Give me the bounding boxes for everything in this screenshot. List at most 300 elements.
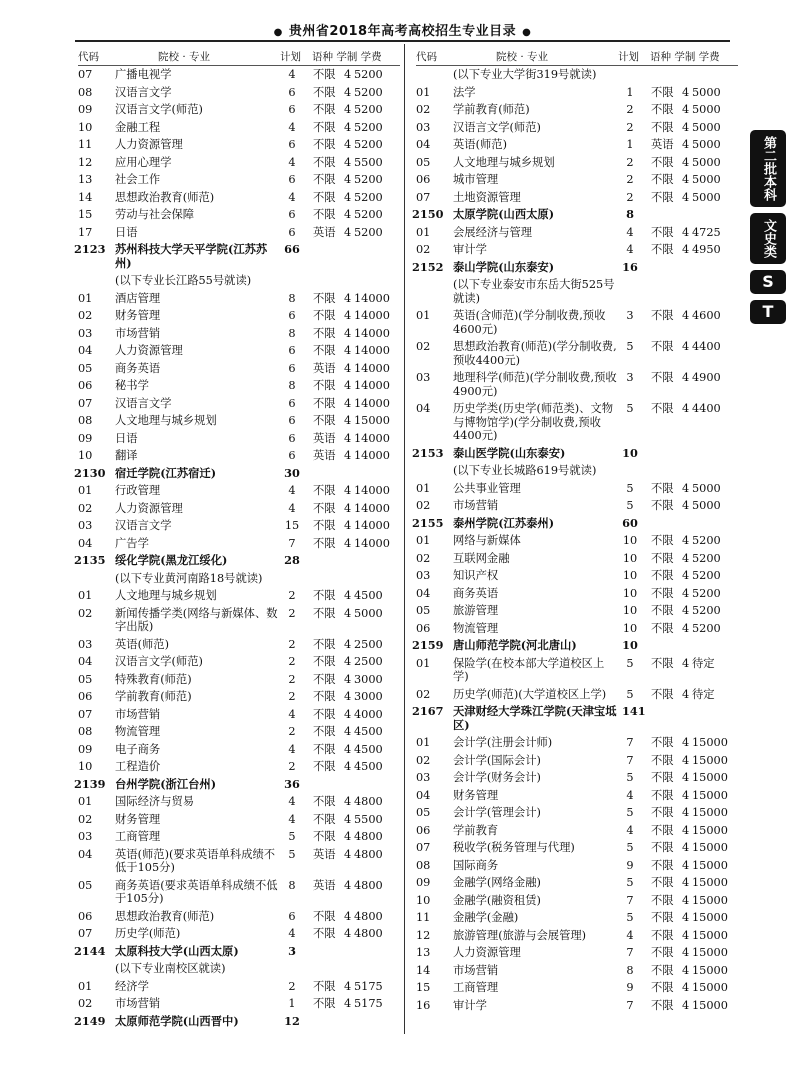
major-row xyxy=(78,500,400,518)
name-cell: 人力资源管理 xyxy=(453,946,521,959)
language-cell: 不限 xyxy=(313,672,336,686)
fee-cell: 4800 xyxy=(354,830,383,843)
major-row xyxy=(416,307,738,338)
code-cell: 01 xyxy=(78,291,93,305)
plan-cell: 10 xyxy=(622,621,638,635)
years-cell: 4 xyxy=(682,155,690,169)
major-row xyxy=(416,84,738,102)
fee-cell: 5000 xyxy=(692,120,721,134)
name-cell: (以下专业泰安市东岳大街525号就读) xyxy=(453,278,615,305)
code-cell: 09 xyxy=(78,431,93,445)
major-row xyxy=(78,605,400,636)
plan-cell: 5 xyxy=(626,340,634,353)
name-cell: 历史学(师范)(大学道校区上学) xyxy=(453,687,607,701)
name-cell: 英语(师范) xyxy=(115,637,170,651)
years-cell: 4 xyxy=(344,361,352,375)
code-cell: 2150 xyxy=(412,207,444,221)
major-row xyxy=(416,400,738,445)
plan-cell: 6 xyxy=(288,85,296,99)
plan-cell: 4 xyxy=(288,707,296,721)
major-row xyxy=(78,587,400,605)
code-cell: 03 xyxy=(416,120,431,134)
header-school: 院校 · 专业 xyxy=(158,51,211,63)
major-row xyxy=(416,567,738,585)
years-cell: 4 xyxy=(682,656,690,670)
plan-cell: 10 xyxy=(622,445,638,460)
language-cell: 不限 xyxy=(313,725,336,738)
plan-cell: 9 xyxy=(626,858,634,872)
left-column xyxy=(74,50,400,1030)
code-cell: 09 xyxy=(78,742,93,756)
fee-cell: 5000 xyxy=(692,190,721,204)
language-cell: 不限 xyxy=(651,841,674,854)
years-cell: 4 xyxy=(682,946,690,959)
name-cell: (以下专业南校区就读) xyxy=(115,962,226,975)
major-row xyxy=(78,811,400,829)
language-cell: 不限 xyxy=(313,655,336,668)
name-cell: 宿迁学院(江苏宿迁) xyxy=(115,465,217,480)
plan-cell: 2 xyxy=(288,637,296,651)
language-cell: 英语 xyxy=(313,361,336,375)
years-cell: 4 xyxy=(682,309,690,322)
name-cell: 金融工程 xyxy=(115,120,161,134)
years-cell: 4 xyxy=(682,120,690,134)
plan-cell: 3 xyxy=(626,309,634,322)
fee-cell: 15000 xyxy=(692,736,728,749)
campus-note-row xyxy=(78,272,400,290)
language-cell: 不限 xyxy=(651,225,674,239)
years-cell: 4 xyxy=(682,103,690,116)
code-cell: 10 xyxy=(78,760,93,773)
language-cell: 不限 xyxy=(313,927,336,940)
plan-cell: 15 xyxy=(284,519,300,532)
fee-cell: 14000 xyxy=(354,536,390,550)
years-cell: 4 xyxy=(344,208,352,221)
name-cell: 工商管理 xyxy=(115,830,161,843)
language-cell: 不限 xyxy=(313,812,336,826)
plan-cell: 12 xyxy=(284,1013,300,1028)
language-cell: 英语 xyxy=(313,449,336,462)
plan-cell: 6 xyxy=(288,103,296,116)
language-cell: 不限 xyxy=(313,690,336,703)
language-cell: 不限 xyxy=(313,536,336,550)
plan-cell: 2 xyxy=(288,672,296,686)
plan-cell: 5 xyxy=(626,841,634,854)
fee-cell: 4500 xyxy=(354,589,383,602)
language-cell: 不限 xyxy=(313,519,336,532)
years-cell: 4 xyxy=(682,981,690,994)
name-cell: 酒店管理 xyxy=(115,291,161,305)
code-cell: 01 xyxy=(416,481,431,495)
plan-cell: 8 xyxy=(288,878,296,892)
name-cell: 市场营销 xyxy=(115,326,161,340)
language-cell: 不限 xyxy=(313,190,336,204)
code-cell: 08 xyxy=(416,858,431,872)
plan-cell: 4 xyxy=(288,190,296,204)
years-cell: 4 xyxy=(344,326,352,340)
years-cell: 4 xyxy=(682,402,690,415)
major-row xyxy=(78,325,400,343)
plan-cell: 6 xyxy=(288,309,296,322)
name-cell: 市场营销 xyxy=(453,963,499,977)
code-cell: 04 xyxy=(78,847,93,861)
major-row xyxy=(78,377,400,395)
name-cell: 思想政治教育(师范) xyxy=(115,190,215,204)
years-cell: 4 xyxy=(682,243,690,256)
fee-cell: 15000 xyxy=(354,414,390,427)
column-divider xyxy=(404,44,405,1034)
campus-note-row xyxy=(416,462,738,480)
years-cell: 4 xyxy=(344,637,352,651)
years-cell: 4 xyxy=(682,736,690,749)
plan-cell: 2 xyxy=(288,760,296,773)
code-cell: 05 xyxy=(78,672,93,686)
language-cell: 不限 xyxy=(651,911,674,924)
years-cell: 4 xyxy=(344,484,352,497)
major-row xyxy=(78,846,400,877)
fee-cell: 5000 xyxy=(692,103,721,116)
years-cell: 4 xyxy=(344,431,352,445)
years-cell: 4 xyxy=(682,534,690,547)
years-cell: 4 xyxy=(344,672,352,686)
plan-cell: 5 xyxy=(288,847,296,861)
name-cell: 地理科学(师范)(学分制收费,预收4900元) xyxy=(453,371,617,398)
fee-cell: 3000 xyxy=(354,672,383,686)
code-cell: 01 xyxy=(78,979,93,993)
name-cell: 财务管理 xyxy=(115,812,161,826)
years-cell: 4 xyxy=(682,85,690,99)
name-cell: 人文地理与城乡规划 xyxy=(453,155,555,169)
years-cell: 4 xyxy=(344,795,352,808)
fee-cell: 4900 xyxy=(692,371,721,384)
major-row xyxy=(416,532,738,550)
years-cell: 4 xyxy=(682,998,690,1012)
code-cell: 2135 xyxy=(74,553,106,567)
campus-note-row xyxy=(78,960,400,978)
major-row xyxy=(416,909,738,927)
plan-cell: 4 xyxy=(288,68,296,81)
name-cell: 英语(含师范)(学分制收费,预收4600元) xyxy=(453,309,606,336)
plan-cell: 36 xyxy=(284,776,300,791)
language-cell: 不限 xyxy=(313,484,336,497)
code-cell: 2123 xyxy=(74,242,106,256)
code-cell: 02 xyxy=(416,753,431,767)
years-cell: 4 xyxy=(344,138,352,151)
name-cell: 金融学(网络金融) xyxy=(453,876,541,889)
code-cell: 2144 xyxy=(74,943,106,958)
fee-cell: 5200 xyxy=(354,208,383,221)
major-row xyxy=(78,66,400,84)
plan-cell: 2 xyxy=(288,589,296,602)
major-row xyxy=(416,620,738,638)
fee-cell: 5200 xyxy=(692,604,721,617)
language-cell: 不限 xyxy=(651,946,674,959)
watermark: 高考直通车 xyxy=(688,1030,778,1050)
name-cell: 应用心理学 xyxy=(115,155,172,169)
school-row xyxy=(74,943,400,961)
language-cell: 不限 xyxy=(651,771,674,784)
language-cell: 不限 xyxy=(651,402,674,415)
code-cell: 14 xyxy=(78,190,93,204)
language-cell: 不限 xyxy=(651,788,674,802)
major-row xyxy=(416,839,738,857)
fee-cell: 4800 xyxy=(354,847,383,861)
major-row xyxy=(416,874,738,892)
plan-cell: 16 xyxy=(622,259,638,274)
plan-cell: 10 xyxy=(622,638,638,652)
code-cell: 15 xyxy=(416,981,431,994)
fee-cell: 2500 xyxy=(354,655,383,668)
language-cell: 不限 xyxy=(313,830,336,843)
code-cell: 03 xyxy=(78,326,93,340)
name-cell: 金融学(融资租赁) xyxy=(453,893,541,907)
fee-cell: 4950 xyxy=(692,243,721,256)
plan-cell: 5 xyxy=(626,806,634,819)
name-cell: 泰山学院(山东泰安) xyxy=(453,259,555,274)
name-cell: 秘书学 xyxy=(115,379,149,392)
language-cell: 不限 xyxy=(313,637,336,651)
name-cell: 广告学 xyxy=(115,536,149,550)
name-cell: 学前教育(师范) xyxy=(115,690,192,703)
years-cell: 4 xyxy=(344,536,352,550)
major-row xyxy=(78,908,400,926)
school-row xyxy=(412,637,738,655)
years-cell: 4 xyxy=(344,449,352,462)
plan-cell: 4 xyxy=(288,742,296,756)
header-plan: 计划 xyxy=(280,51,301,63)
fee-cell: 待定 xyxy=(692,656,715,670)
plan-cell: 5 xyxy=(288,830,296,843)
fee-cell: 2500 xyxy=(354,637,383,651)
years-cell: 4 xyxy=(344,606,352,620)
language-cell: 不限 xyxy=(651,371,674,384)
name-cell: (以下专业长江路55号就读) xyxy=(115,274,252,287)
name-cell: 国际经济与贸易 xyxy=(115,795,195,808)
fee-cell: 5200 xyxy=(354,103,383,116)
major-row xyxy=(416,979,738,997)
major-row xyxy=(78,307,400,325)
fee-cell: 5500 xyxy=(354,155,383,169)
years-cell: 4 xyxy=(344,344,352,357)
plan-cell: 2 xyxy=(626,155,634,169)
major-row xyxy=(78,671,400,689)
name-cell: 知识产权 xyxy=(453,569,499,582)
code-cell: 02 xyxy=(416,340,431,353)
major-row xyxy=(78,517,400,535)
plan-cell: 6 xyxy=(288,361,296,375)
language-cell: 不限 xyxy=(651,806,674,819)
code-cell: 2149 xyxy=(74,1013,106,1028)
plan-cell: 4 xyxy=(288,155,296,169)
plan-cell: 9 xyxy=(626,981,634,994)
name-cell: 商务英语(要求英语单科成绩不低于105分) xyxy=(115,878,278,905)
major-row xyxy=(416,655,738,686)
name-cell: 汉语言文学 xyxy=(115,396,172,410)
name-cell: 市场营销 xyxy=(453,499,499,512)
language-cell: 不限 xyxy=(313,414,336,427)
code-cell: 2155 xyxy=(412,515,444,530)
code-cell: 01 xyxy=(416,225,431,239)
name-cell: 财务管理 xyxy=(453,788,499,802)
plan-cell: 2 xyxy=(626,120,634,134)
header-school: 院校 · 专业 xyxy=(496,51,549,63)
plan-cell: 1 xyxy=(626,85,634,99)
name-cell: 会计学(财务会计) xyxy=(453,771,541,784)
name-cell: 日语 xyxy=(115,431,138,445)
code-cell: 02 xyxy=(416,687,431,701)
language-cell: 不限 xyxy=(313,138,336,151)
fee-cell: 15000 xyxy=(692,911,728,924)
name-cell: (以下专业黄河南路18号就读) xyxy=(115,571,263,585)
major-row xyxy=(78,828,400,846)
bullet-icon: ● xyxy=(273,27,283,38)
major-row xyxy=(416,997,738,1015)
major-row xyxy=(78,877,400,908)
code-cell: 16 xyxy=(416,998,431,1012)
plan-cell: 5 xyxy=(626,402,634,415)
campus-note-row xyxy=(78,570,400,588)
name-cell: 工程造价 xyxy=(115,760,161,773)
code-cell: 07 xyxy=(78,927,93,940)
major-row xyxy=(78,119,400,137)
name-cell: 学前教育 xyxy=(453,823,499,837)
plan-cell: 2 xyxy=(288,690,296,703)
fee-cell: 15000 xyxy=(692,806,728,819)
code-cell: 02 xyxy=(78,606,93,620)
years-cell: 4 xyxy=(344,690,352,703)
name-cell: 劳动与社会保障 xyxy=(115,208,195,221)
years-cell: 4 xyxy=(682,340,690,353)
fee-cell: 4600 xyxy=(692,309,721,322)
name-cell: 财务管理 xyxy=(115,309,161,322)
name-cell: 税收学(税务管理与代理) xyxy=(453,841,575,854)
name-cell: 国际商务 xyxy=(453,858,499,872)
name-cell: 泰州学院(江苏泰州) xyxy=(453,515,555,530)
years-cell: 4 xyxy=(344,414,352,427)
name-cell: 太原科技大学(山西太原) xyxy=(115,943,239,958)
years-cell: 4 xyxy=(682,551,690,565)
language-cell: 不限 xyxy=(651,604,674,617)
years-cell: 4 xyxy=(344,379,352,392)
major-row xyxy=(78,412,400,430)
code-cell: 17 xyxy=(78,225,93,239)
language-cell: 不限 xyxy=(651,823,674,837)
code-cell: 07 xyxy=(78,707,93,721)
major-row xyxy=(78,758,400,776)
major-row xyxy=(416,944,738,962)
fee-cell: 5000 xyxy=(354,606,383,620)
major-row xyxy=(78,535,400,553)
code-cell: 2167 xyxy=(412,704,444,718)
language-cell: 不限 xyxy=(313,309,336,322)
code-cell: 2153 xyxy=(412,445,444,460)
fee-cell: 15000 xyxy=(692,753,728,767)
school-row xyxy=(74,465,400,483)
side-tab-batch: 第二批本科 xyxy=(750,130,786,207)
plan-cell: 4 xyxy=(288,120,296,134)
plan-cell: 6 xyxy=(288,414,296,427)
years-cell: 4 xyxy=(682,138,690,151)
school-row xyxy=(412,259,738,277)
years-cell: 4 xyxy=(682,687,690,701)
major-row xyxy=(78,101,400,119)
code-cell: 06 xyxy=(416,823,431,837)
name-cell: 思想政治教育(师范) xyxy=(115,909,215,923)
name-cell: 商务英语 xyxy=(453,586,499,600)
fee-cell: 4500 xyxy=(354,760,383,773)
name-cell: (以下专业大学街319号就读) xyxy=(453,68,597,81)
years-cell: 4 xyxy=(344,725,352,738)
fee-cell: 14000 xyxy=(354,326,390,340)
name-cell: 汉语言文学(师范) xyxy=(115,655,203,668)
fee-cell: 15000 xyxy=(692,946,728,959)
name-cell: 会计学(注册会计师) xyxy=(453,736,553,749)
language-cell: 不限 xyxy=(651,998,674,1012)
language-cell: 不限 xyxy=(313,155,336,169)
name-cell: 人力资源管理 xyxy=(115,501,183,515)
name-cell: 土地资源管理 xyxy=(453,190,521,204)
plan-cell: 5 xyxy=(626,656,634,670)
plan-cell: 5 xyxy=(626,481,634,495)
major-row xyxy=(416,585,738,603)
major-row xyxy=(416,734,738,752)
fee-cell: 5200 xyxy=(354,190,383,204)
right-column xyxy=(412,50,738,1014)
fee-cell: 14000 xyxy=(354,519,390,532)
name-cell: 绥化学院(黑龙江绥化) xyxy=(115,553,228,567)
major-row xyxy=(78,793,400,811)
name-cell: 物流管理 xyxy=(115,725,161,738)
language-cell: 不限 xyxy=(651,340,674,353)
years-cell: 4 xyxy=(344,120,352,134)
code-cell: 02 xyxy=(416,551,431,565)
name-cell: 天津财经大学珠江学院(天津宝坻区) xyxy=(453,704,617,732)
code-cell: 2159 xyxy=(412,638,444,652)
name-cell: 特殊教育(师范) xyxy=(115,672,192,686)
language-cell: 英语 xyxy=(651,138,674,151)
name-cell: 审计学 xyxy=(453,998,487,1012)
fee-cell: 14000 xyxy=(354,379,390,392)
years-cell: 4 xyxy=(344,979,352,993)
code-cell: 02 xyxy=(78,501,93,515)
major-row xyxy=(78,154,400,172)
years-cell: 4 xyxy=(682,621,690,635)
fee-cell: 5200 xyxy=(692,621,721,635)
side-tabs xyxy=(750,130,786,330)
name-cell: 市场营销 xyxy=(115,707,161,721)
header-plan: 计划 xyxy=(618,51,639,63)
code-cell: 14 xyxy=(416,963,431,977)
language-cell: 不限 xyxy=(651,190,674,204)
plan-cell: 8 xyxy=(288,379,296,392)
plan-cell: 2 xyxy=(288,979,296,993)
language-cell: 不限 xyxy=(651,534,674,547)
code-cell: 04 xyxy=(78,344,93,357)
code-cell: 07 xyxy=(78,396,93,410)
years-cell: 4 xyxy=(682,499,690,512)
code-cell: 08 xyxy=(78,85,93,99)
code-cell: 11 xyxy=(78,138,93,151)
major-row xyxy=(78,995,400,1013)
code-cell: 01 xyxy=(416,309,431,322)
years-cell: 4 xyxy=(344,291,352,305)
code-cell: 02 xyxy=(416,243,431,256)
major-row xyxy=(416,962,738,980)
code-cell: 10 xyxy=(78,449,93,462)
name-cell: 城市管理 xyxy=(453,173,499,186)
years-cell: 4 xyxy=(682,788,690,802)
fee-cell: 15000 xyxy=(692,771,728,784)
